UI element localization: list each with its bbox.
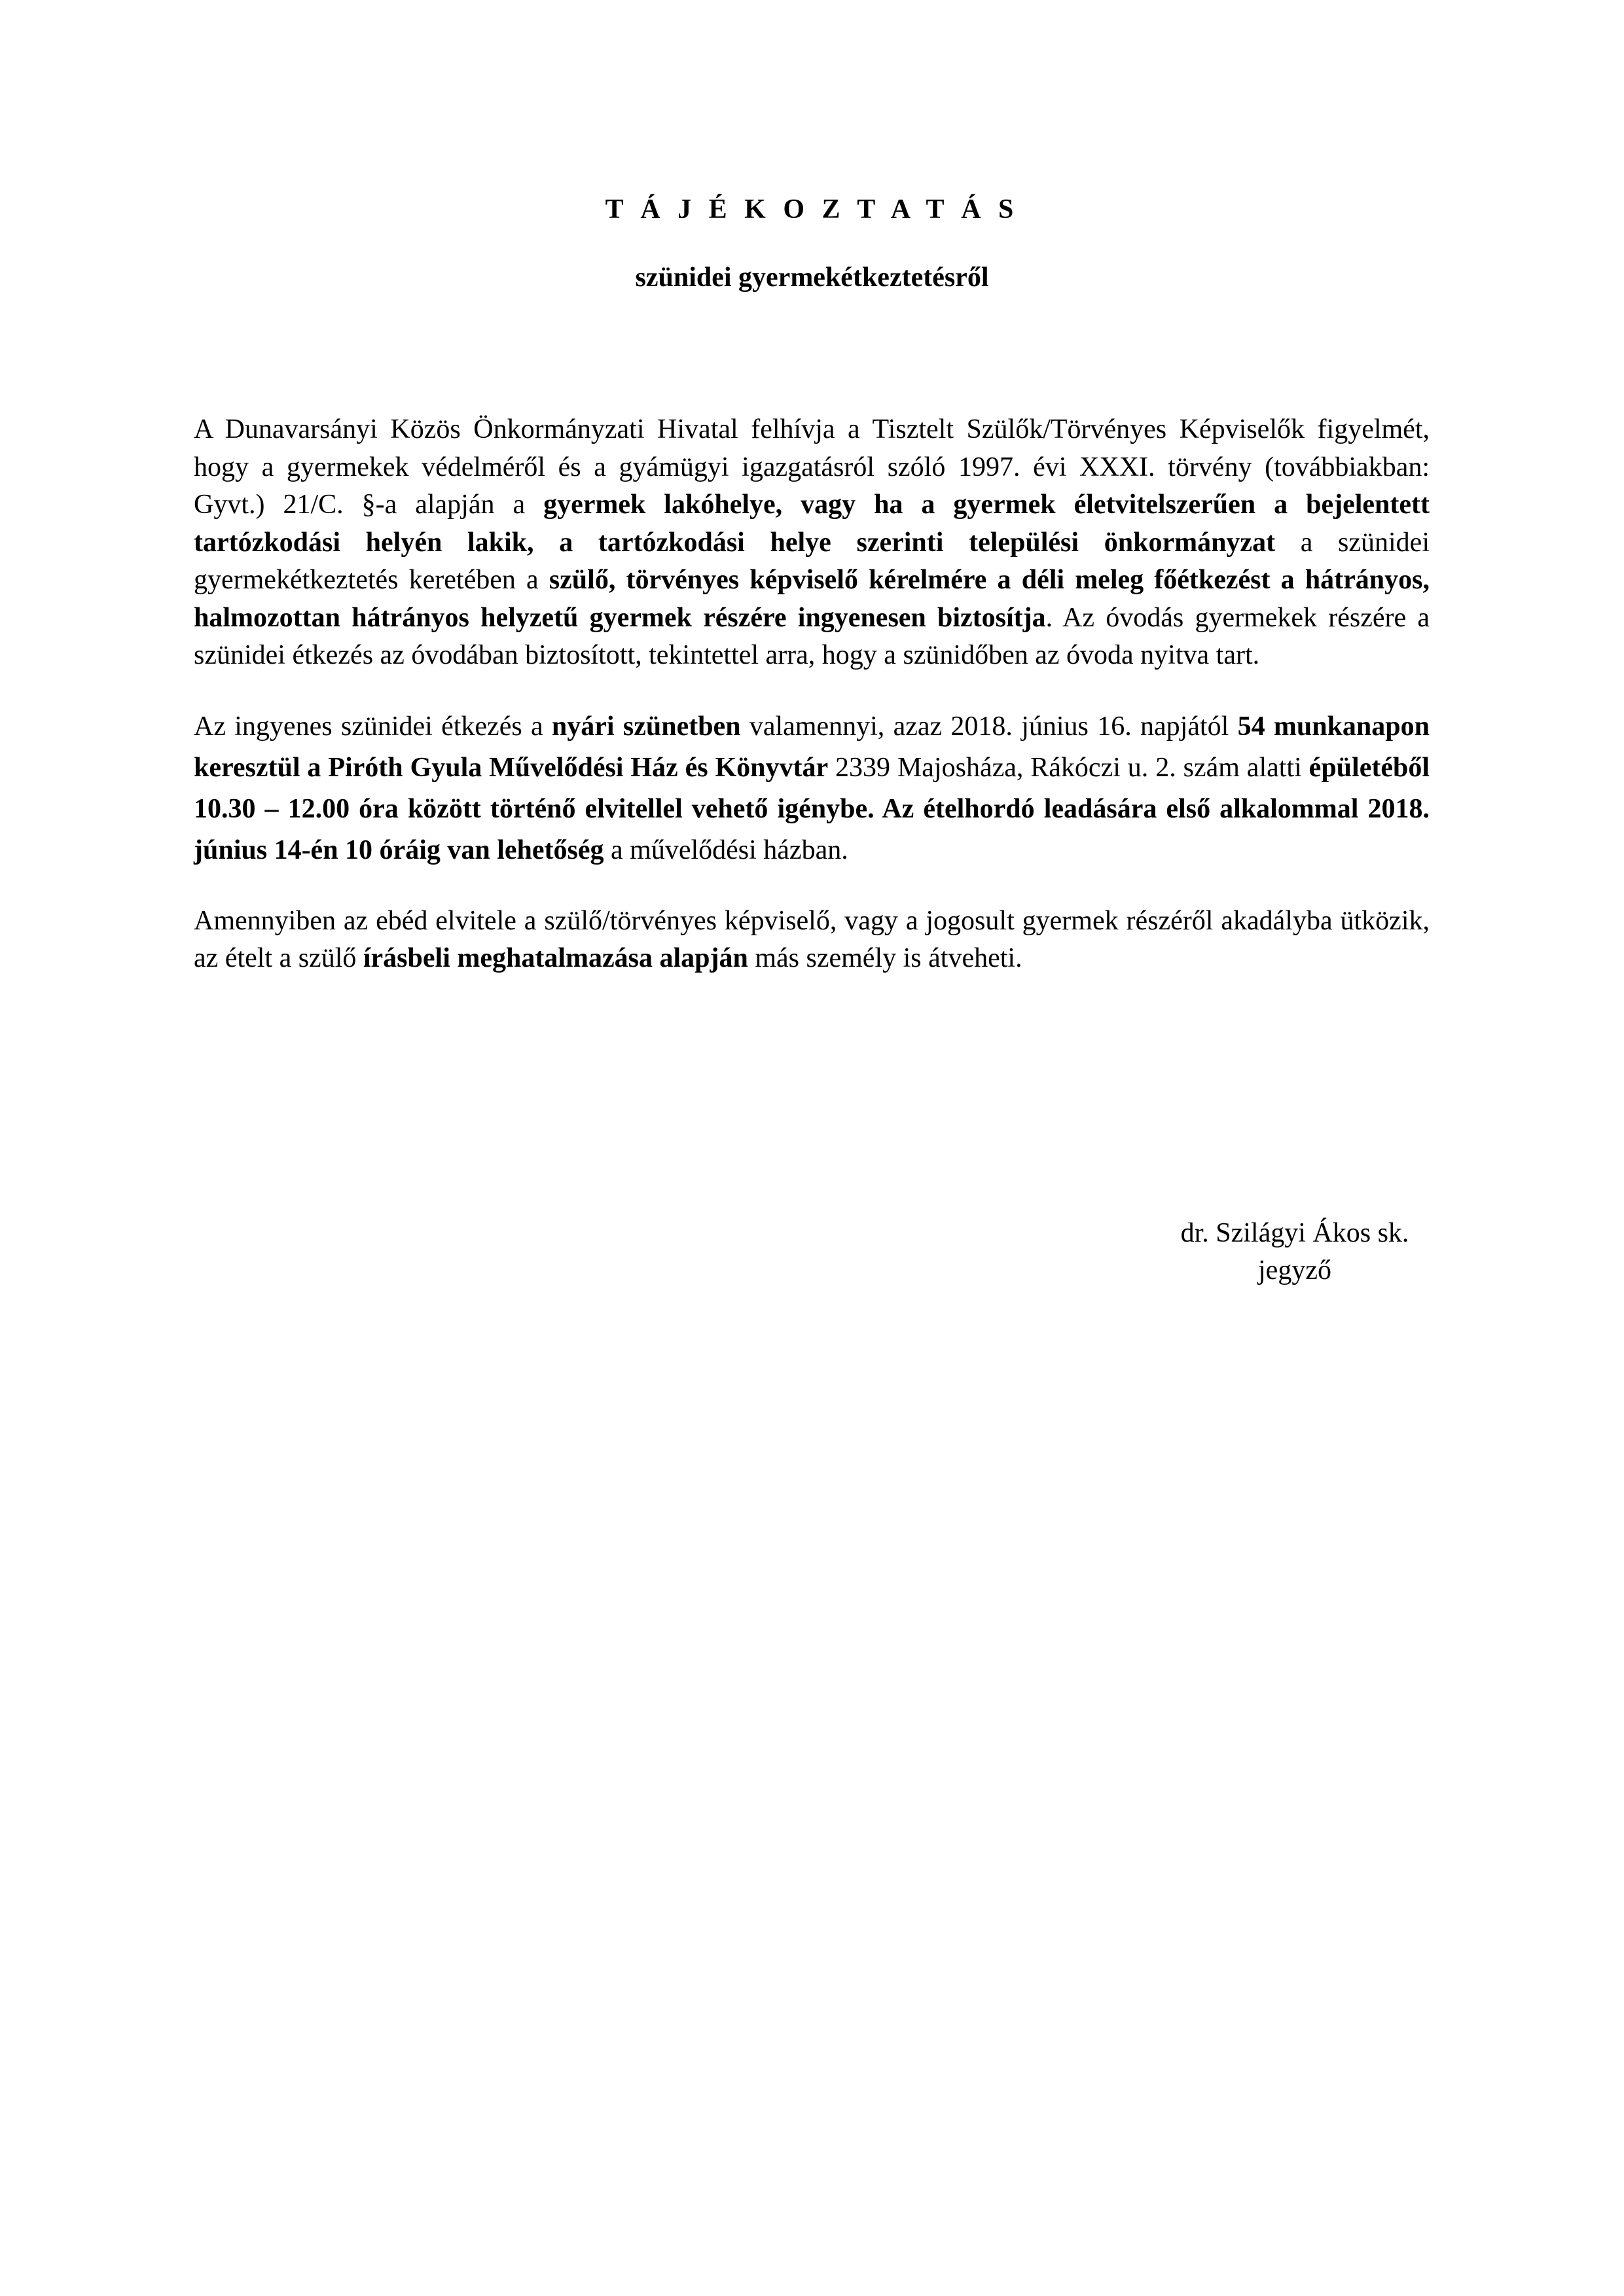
signature-role: jegyző: [1258, 1255, 1331, 1285]
text-run-bold: nyári szünetben: [551, 711, 741, 742]
text-run-bold: szülő, törvényes képviselő kérelmére a déli meleg főétkezést a hátrányos, halmozottan hátrányos helyzetű gyermek részére ingyenesen biztosítja: [194, 565, 1430, 633]
text-run-bold: gyermek lakóhelye, vagy ha a gyermek életvitelszerűen a bejelentett tartózkodási helyén lakik, a tartózkodási helye szerinti települési önkormányzat: [194, 490, 1430, 558]
paragraph-2: [194, 706, 1430, 871]
text-run-bold: írásbeli meghatalmazása alapján: [363, 943, 748, 973]
signature-block: [1157, 1215, 1432, 1289]
signature-name: dr. Szilágyi Ákos sk.: [1180, 1218, 1409, 1248]
text-run: a szünidei gyermekétkeztetés keretében a: [194, 527, 1430, 595]
text-run: valamennyi, azaz 2018. június 16. napjától: [740, 711, 1238, 742]
document-subtitle: szünidei gyermekétkeztetésről: [635, 262, 989, 293]
text-run-bold: 54 munkanapon keresztül a Piróth Gyula Művelődési Ház és Könyvtár: [194, 711, 1430, 783]
text-run: A Dunavarsányi Közös Önkormányzati Hivatal felhívja a Tisztelt Szülők/Törvényes Képviselők figyelmét, hogy a gyermekek védelméről és a gyámügyi igazgatásról szóló 1997. évi XXXI. törvény (továbbiakban: Gyvt.) 21/C. §-a alapján a: [194, 414, 1430, 520]
document-title: T Á J É K O Z T A T Á S: [605, 194, 1019, 224]
document-body: [194, 411, 1430, 1009]
text-run: Az ingyenes szünidei étkezés a: [194, 711, 552, 742]
paragraph-1: [194, 411, 1430, 675]
text-run: a művelődési házban.: [604, 834, 848, 865]
text-run: Amennyiben az ebéd elvitele a szülő/törvényes képviselő, vagy a jogosult gyermek részéről akadályba ütközik, az ételt a szülő: [194, 905, 1430, 973]
text-run: . Az óvodás gyermekek részére a szünidei étkezés az óvodában biztosított, tekintettel arra, hogy a szünidőben az óvoda nyitva tart.: [194, 602, 1430, 670]
text-run: 2339 Majosháza, Rákóczi u. 2. szám alatti: [828, 752, 1309, 783]
paragraph-3: [194, 903, 1430, 978]
text-run-bold: épületéből 10.30 – 12.00 óra között történő elvitellel vehető igénybe. Az ételhordó leadására első alkalommal 2018. június 14-én 10 óráig van lehetőség: [194, 752, 1430, 865]
text-run: más személy is átveheti.: [748, 943, 1022, 973]
